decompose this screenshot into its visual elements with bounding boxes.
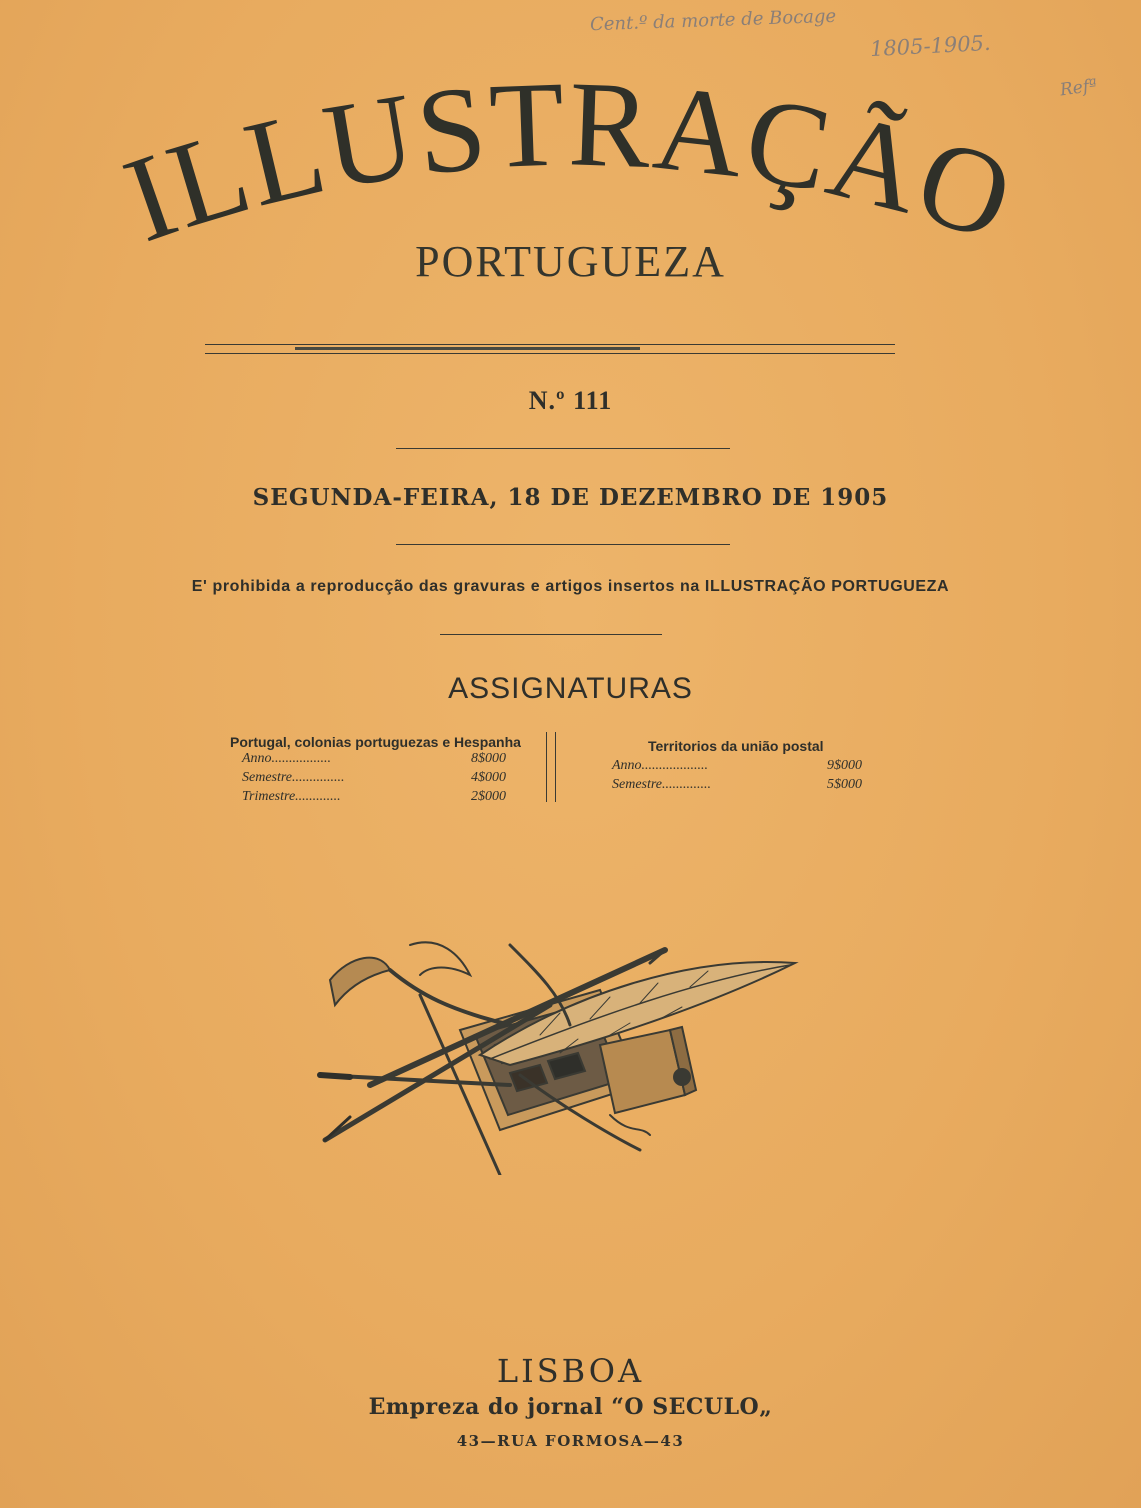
price-label: Trimestre............. — [242, 789, 341, 804]
price-value: 9$000 — [827, 758, 862, 773]
issue-date: SEGUNDA-FEIRA, 18 DE DEZEMBRO DE 1905 — [252, 484, 889, 511]
divider — [295, 347, 640, 350]
masthead-subtitle: PORTUGUEZA — [415, 237, 726, 286]
column-separator — [546, 732, 547, 802]
engraving-illustration — [310, 935, 810, 1175]
imprint-publisher: Empreza do jornal “O SECULO„ — [368, 1394, 773, 1420]
imprint-city: LISBOA — [496, 1352, 645, 1390]
price-row — [612, 777, 862, 796]
price-value: 8$000 — [471, 751, 506, 766]
imprint-address: 43—RUA FORMOSA—43 — [456, 1432, 685, 1450]
divider — [396, 544, 730, 545]
reproduction-notice: E' prohibida a reproducção das gravuras e artigos insertos na ILLUSTRAÇÃO PORTUGUEZA — [191, 578, 950, 595]
divider — [205, 344, 895, 345]
handwritten-note: Cent.º da morte de Bocage — [589, 5, 837, 36]
foreign-heading: Territorios da união postal — [648, 738, 824, 754]
foreign-prices — [612, 738, 862, 796]
domestic-prices — [230, 734, 521, 808]
price-label: Anno................. — [242, 751, 332, 766]
divider — [440, 634, 662, 635]
divider — [205, 353, 895, 354]
price-value: 2$000 — [471, 789, 506, 804]
price-value: 4$000 — [471, 770, 506, 785]
issue-number: N.º 111 — [528, 386, 613, 415]
domestic-heading: Portugal, colonias portuguezas e Hespanha — [230, 734, 521, 750]
price-row — [242, 770, 506, 789]
price-label: Semestre.............. — [612, 777, 712, 792]
subscriptions-title: ASSIGNATURAS — [448, 672, 693, 705]
masthead-title-text: ILLUSTRAÇÃO — [109, 56, 1030, 269]
handwritten-years: 1805-1905. — [869, 30, 992, 62]
price-label: Semestre............... — [242, 770, 345, 785]
price-row — [242, 751, 506, 770]
price-value: 5$000 — [827, 777, 862, 792]
divider — [396, 448, 730, 449]
price-row — [242, 789, 506, 808]
price-row — [612, 758, 862, 777]
price-label: Anno................... — [612, 758, 709, 773]
column-separator — [555, 732, 556, 802]
handwritten-ref: Refª — [1058, 75, 1099, 101]
